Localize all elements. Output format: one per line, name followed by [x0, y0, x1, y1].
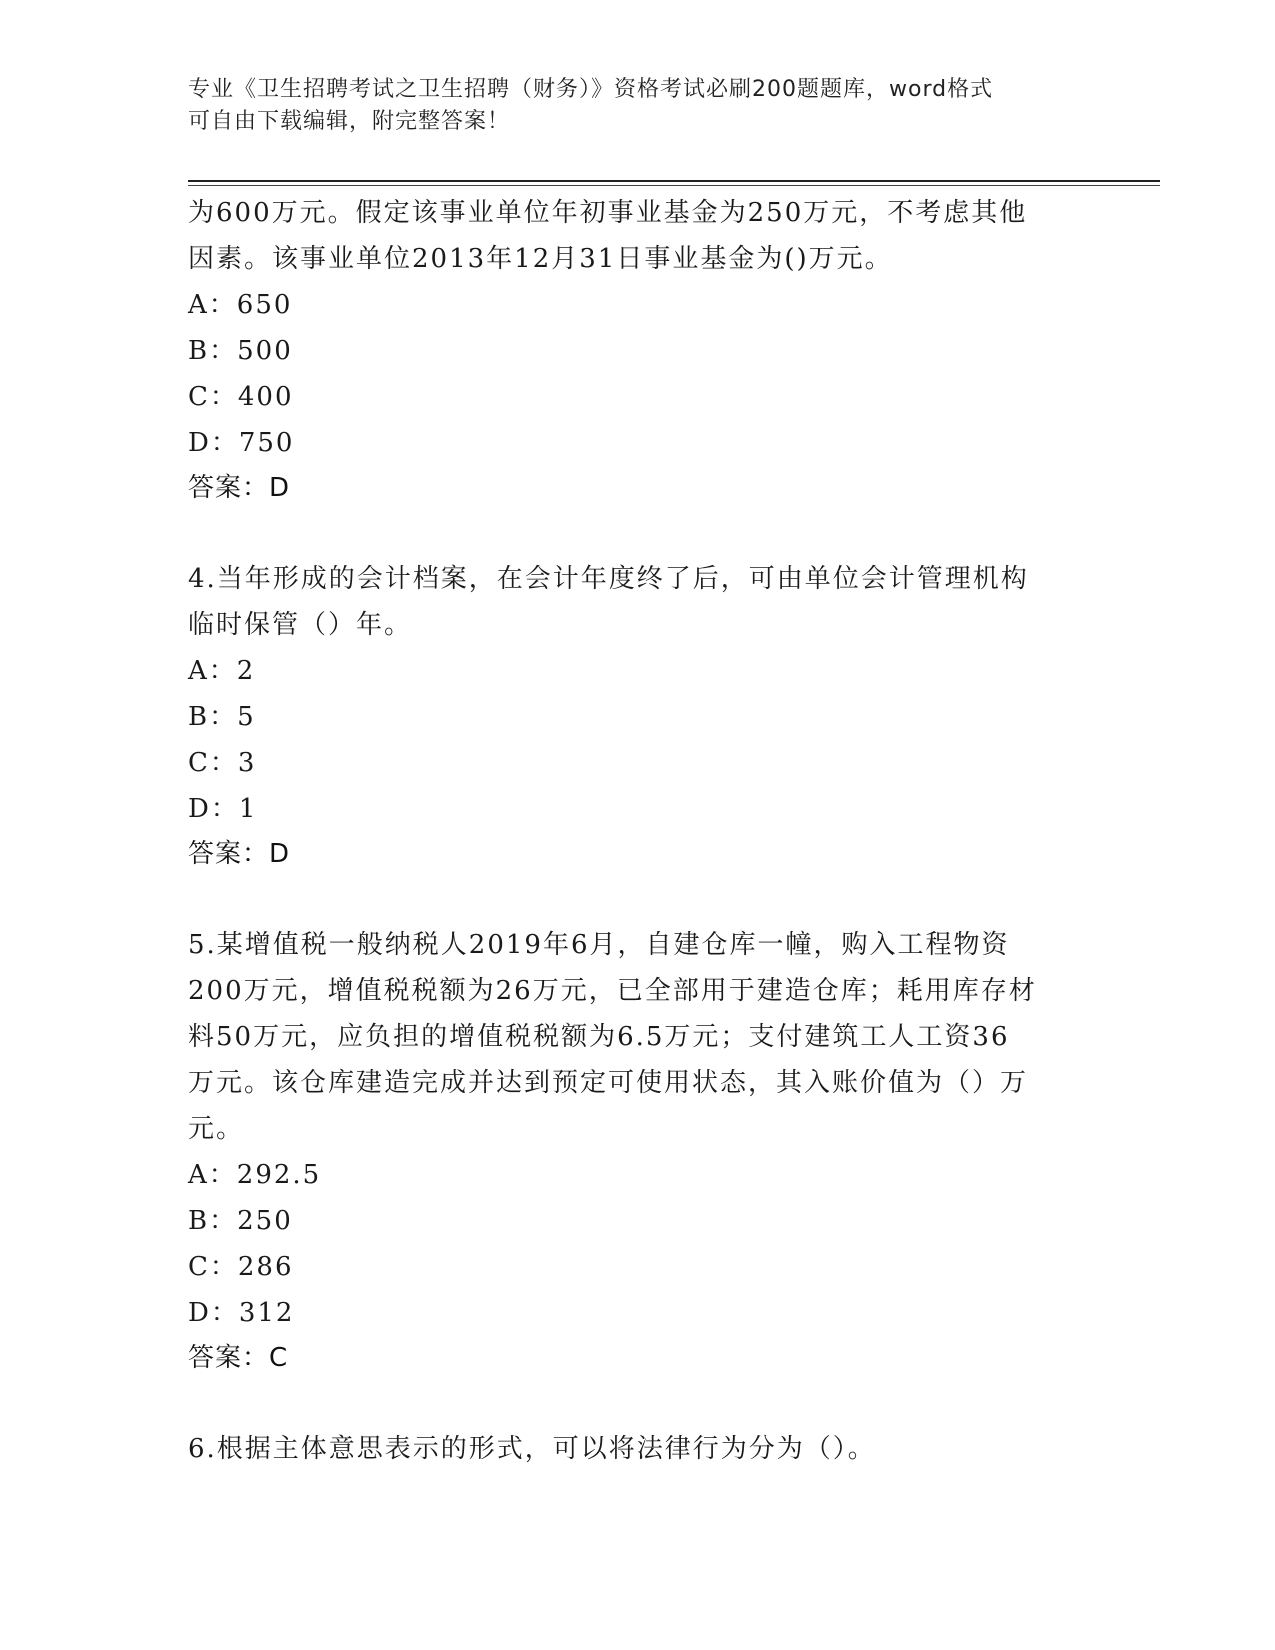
option-d: D：1 [188, 794, 258, 824]
answer-line: 答案：C [188, 1343, 289, 1373]
spacer [188, 510, 1068, 556]
header-divider-thick [188, 180, 1160, 182]
option-a: A：650 [188, 290, 293, 320]
spacer [188, 876, 1068, 922]
question-stem-line: 为600万元。假定该事业单位年初事业基金为250万元，不考虑其他 [188, 198, 1028, 228]
option-c: C：3 [188, 748, 257, 778]
header-title-line-1: 专业《卫生招聘考试之卫生招聘（财务）》资格考试必刷200题题库，word格式 [188, 77, 994, 102]
question-block [188, 1426, 1068, 1472]
question-stem-line: 6.根据主体意思表示的形式，可以将法律行为分为（）。 [188, 1434, 876, 1464]
option-c: C：286 [188, 1252, 294, 1282]
answer-line: 答案：D [188, 839, 291, 869]
header-title-line-2: 可自由下载编辑，附完整答案！ [188, 109, 511, 134]
option-d: D：750 [188, 428, 295, 458]
question-stem-line: 因素。该事业单位2013年12月31日事业基金为()万元。 [188, 244, 893, 274]
document-header [188, 74, 1088, 138]
option-b: B：250 [188, 1206, 293, 1236]
option-b: B：5 [188, 702, 256, 732]
question-stem-line: 料50万元，应负担的增值税税额为6.5万元；支付建筑工人工资36 [188, 1022, 1010, 1052]
question-block [188, 190, 1068, 510]
option-a: A：2 [188, 656, 256, 686]
question-block [188, 922, 1068, 1380]
question-stem-line: 万元。该仓库建造完成并达到预定可使用状态，其入账价值为（）万 [188, 1068, 1029, 1098]
question-stem-line: 临时保管（）年。 [188, 610, 413, 640]
question-stem-line: 4.当年形成的会计档案，在会计年度终了后，可由单位会计管理机构 [188, 564, 1029, 594]
question-stem-line: 200万元，增值税税额为26万元，已全部用于建造仓库；耗用库存材 [188, 976, 1037, 1006]
spacer [188, 1380, 1068, 1426]
option-b: B：500 [188, 336, 293, 366]
header-divider-thin [188, 185, 1160, 186]
question-stem-line: 5.某增值税一般纳税人2019年6月，自建仓库一幢，购入工程物资 [188, 930, 1010, 960]
question-block [188, 556, 1068, 876]
question-list [188, 190, 1068, 1472]
option-d: D：312 [188, 1298, 295, 1328]
question-stem-line: 元。 [188, 1114, 245, 1144]
option-c: C：400 [188, 382, 294, 412]
answer-line: 答案：D [188, 473, 291, 503]
option-a: A：292.5 [188, 1160, 322, 1190]
